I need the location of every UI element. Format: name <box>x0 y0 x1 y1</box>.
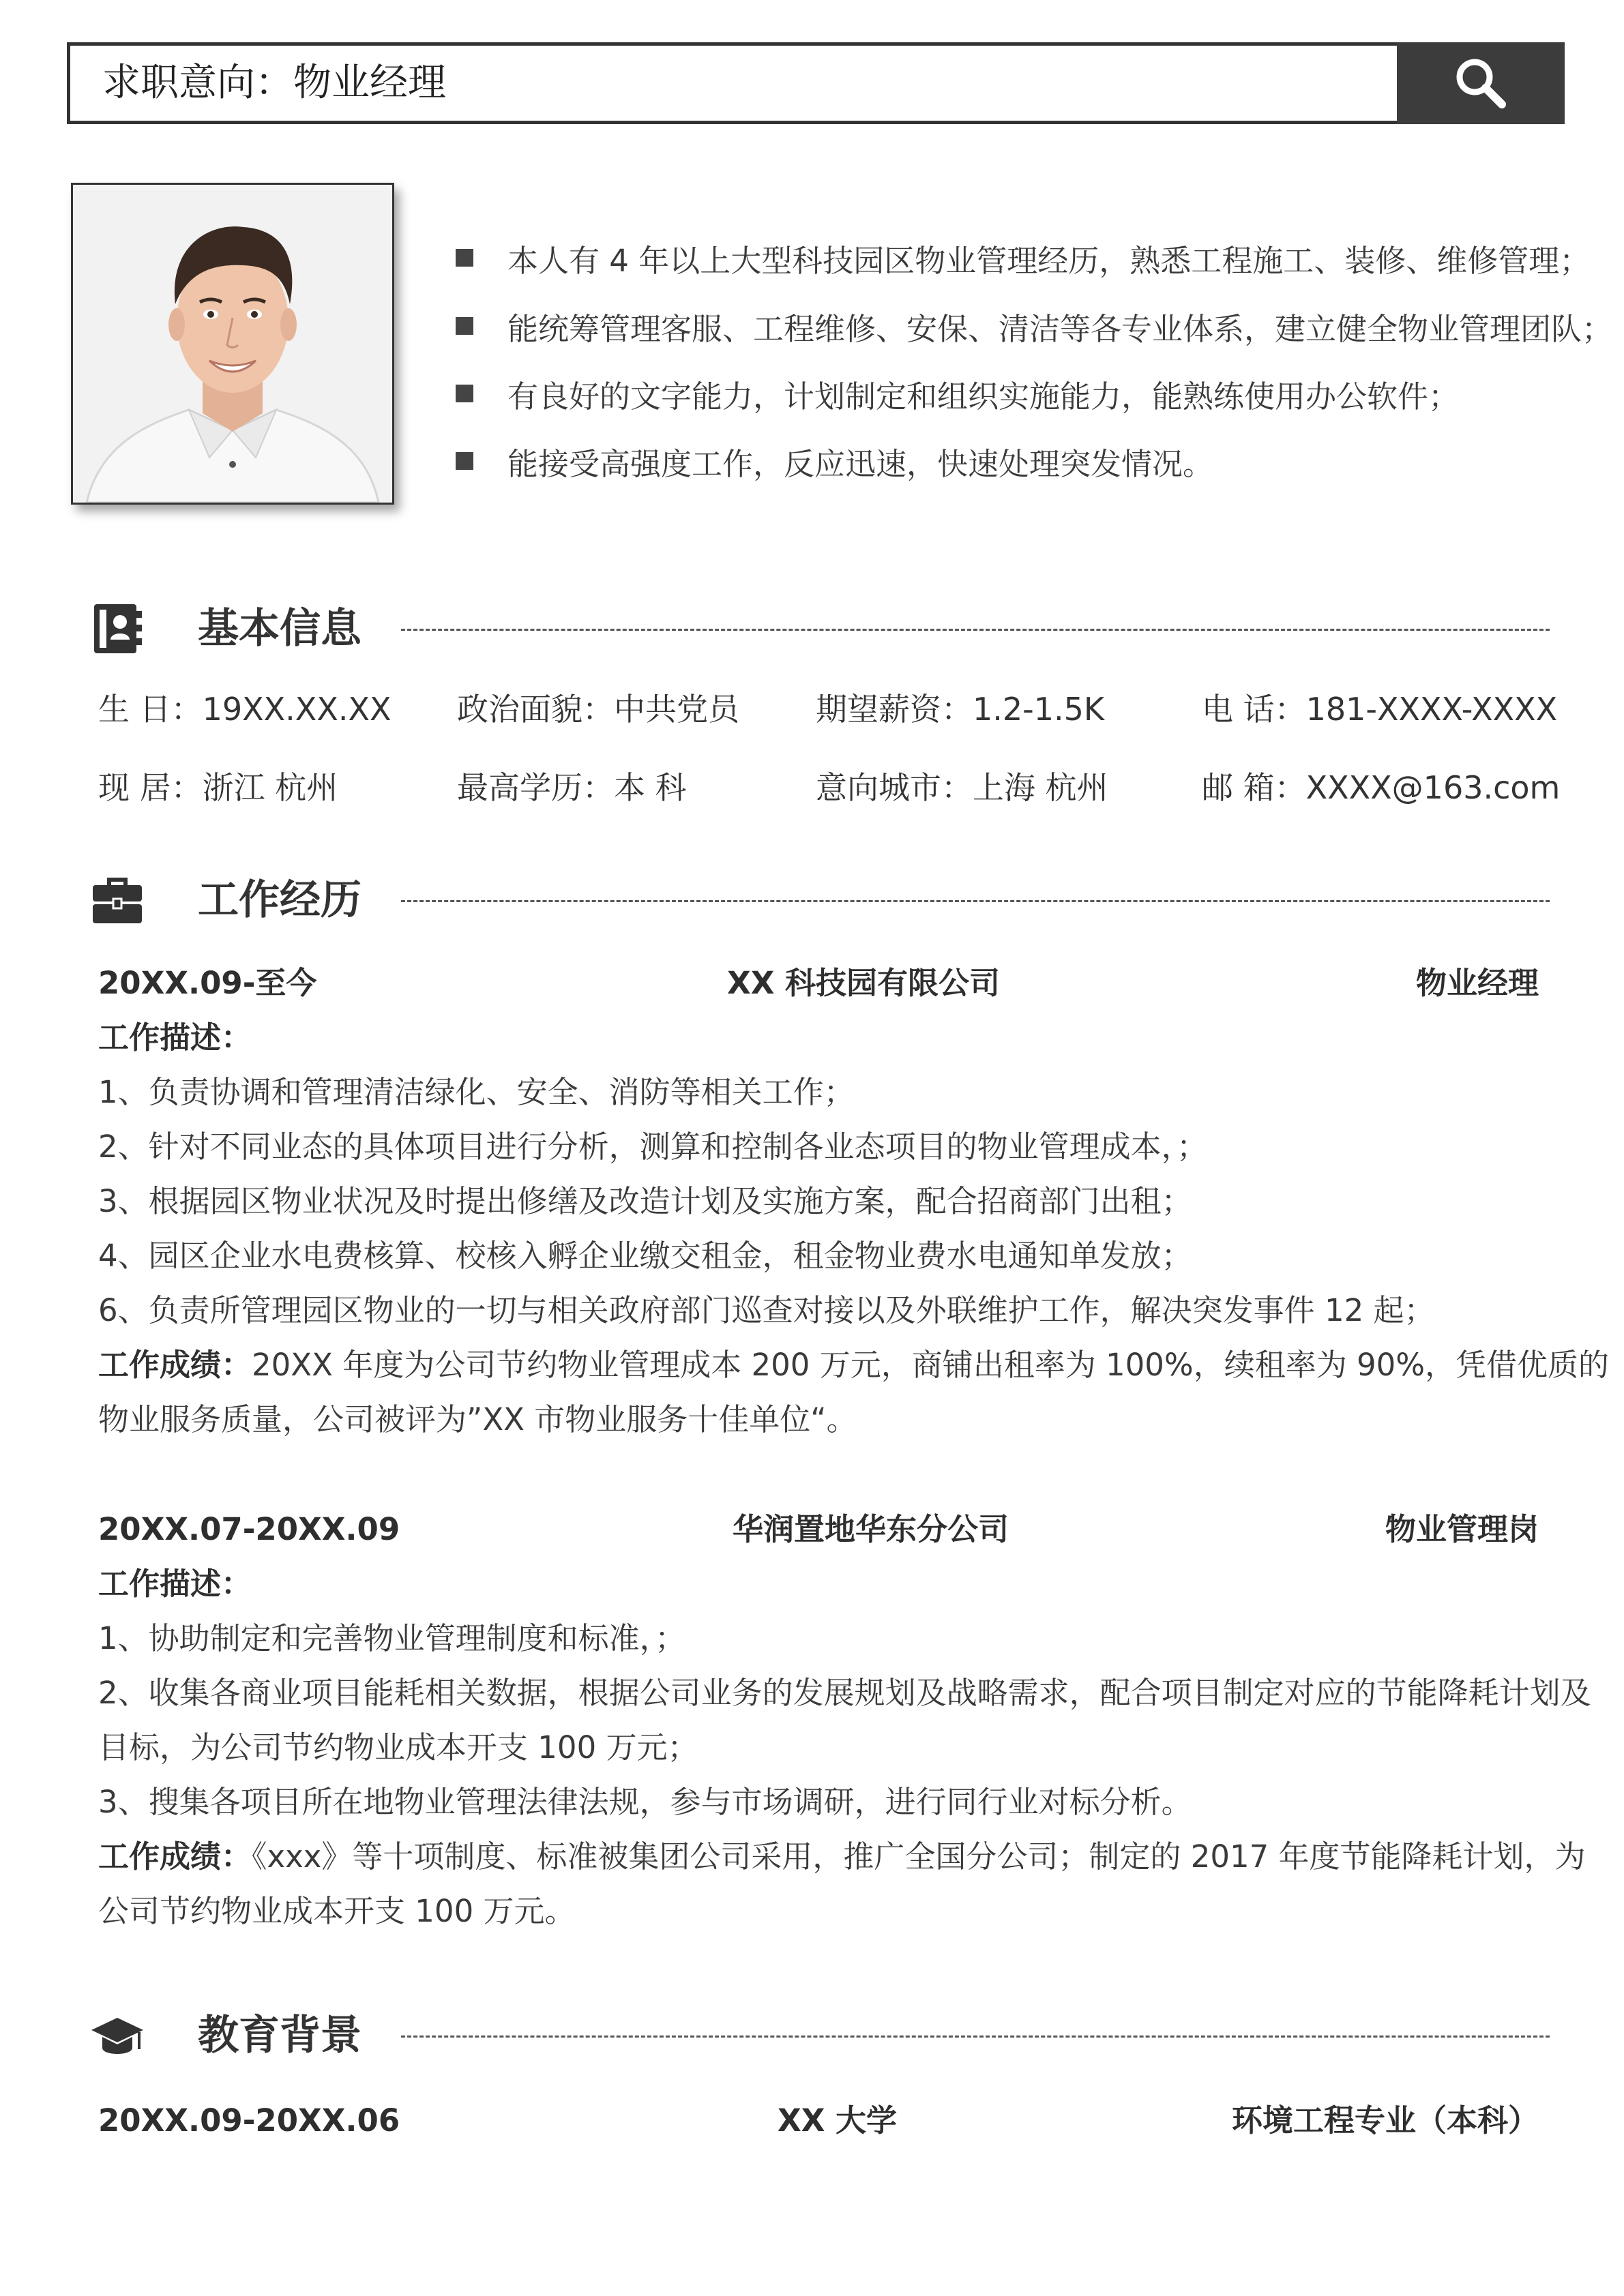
section-title-work: 工作经历 <box>198 876 361 924</box>
bullet-square-icon <box>456 249 473 267</box>
job-desc-line: 3、搜集各项目所在地物业管理法律法规，参与市场调研，进行同行业对标分析。 <box>98 1784 1192 1820</box>
job-desc-line: 4、园区企业水电费核算、校核入孵企业缴交租金，租金物业费水电通知单发放； <box>98 1238 1192 1274</box>
search-button[interactable] <box>1397 42 1565 124</box>
job-result: 工作成绩：20XX 年度为公司节约物业管理成本 200 万元，商铺出租率为 100%，续租率为 90%，凭借优质的 <box>98 1347 1610 1383</box>
graduation-cap-icon <box>90 2008 145 2063</box>
bullet-square-icon <box>456 385 473 402</box>
section-divider <box>401 629 1550 631</box>
job-desc-label: 工作描述： <box>98 1019 252 1056</box>
job-company: XX 科技园有限公司 <box>727 965 1001 1001</box>
info-education: 最高学历：本 科 <box>457 769 687 806</box>
summary-item <box>456 373 1459 414</box>
section-title-basic: 基本信息 <box>198 605 361 653</box>
job-desc-line: 2、针对不同业态的具体项目进行分析，测算和控制各业态项目的物业管理成本，； <box>98 1129 1208 1165</box>
info-city: 意向城市：上海 杭州 <box>816 769 1108 806</box>
contact-card-icon <box>90 601 145 656</box>
job-intent-text: 求职意向：物业经理 <box>102 61 446 105</box>
edu-school: XX 大学 <box>778 2102 898 2138</box>
job-desc-line: 目标，为公司节约物业成本开支 100 万元； <box>98 1729 698 1765</box>
job-result-cont: 公司节约物业成本开支 100 万元。 <box>98 1893 576 1929</box>
info-salary: 期望薪资：1.2-1.5K <box>816 691 1105 728</box>
info-residence: 现 居：浙江 杭州 <box>98 769 338 806</box>
portrait-image <box>73 185 392 503</box>
summary-text: 能统筹管理客服、工程维修、安保、清洁等各专业体系，建立健全物业管理团队； <box>507 310 1613 347</box>
info-politics: 政治面貌：中共党员 <box>457 691 739 728</box>
job-result-label: 工作成绩： <box>98 1838 252 1875</box>
summary-item <box>456 441 1213 481</box>
job-desc-line: 2、收集各商业项目能耗相关数据，根据公司业务的发展规划及战略需求，配合项目制定对应的节能降耗计划及 <box>98 1675 1591 1711</box>
job-desc-line: 6、负责所管理园区物业的一切与相关政府部门巡查对接以及外联维护工作，解决突发事件 12 起； <box>98 1292 1435 1328</box>
job-desc-label: 工作描述： <box>98 1566 252 1602</box>
job-period: 20XX.07-20XX.09 <box>98 1511 400 1547</box>
info-birthday: 生 日：19XX.XX.XX <box>98 691 392 728</box>
info-phone: 电 话：181-XXXX-XXXX <box>1202 691 1558 728</box>
summary-item <box>456 305 1612 346</box>
edu-major: 环境工程专业（本科） <box>1231 2102 1539 2138</box>
section-title-education: 教育背景 <box>198 2012 361 2059</box>
job-position: 物业管理岗 <box>1385 1511 1539 1547</box>
section-divider <box>401 2036 1550 2038</box>
search-icon <box>1450 53 1511 114</box>
summary-item <box>456 237 1590 278</box>
summary-text: 本人有 4 年以上大型科技园区物业管理经历，熟悉工程施工、装修、维修管理； <box>507 242 1591 279</box>
info-email: 邮 箱：XXXX@163.com <box>1202 769 1561 806</box>
profile-photo <box>71 183 394 505</box>
edu-period: 20XX.09-20XX.06 <box>98 2102 400 2138</box>
summary-text: 有良好的文字能力，计划制定和组织实施能力，能熟练使用办公软件； <box>507 378 1460 415</box>
job-desc-line: 3、根据园区物业状况及时提出修缮及改造计划及实施方案，配合招商部门出租； <box>98 1183 1192 1219</box>
job-result-label: 工作成绩： <box>98 1347 252 1383</box>
briefcase-icon <box>90 873 145 927</box>
section-divider <box>401 900 1550 902</box>
bullet-square-icon <box>456 452 473 470</box>
job-position: 物业经理 <box>1415 965 1539 1001</box>
job-company: 华润置地华东分公司 <box>733 1511 1009 1547</box>
summary-text: 能接受高强度工作，反应迅速，快速处理突发情况。 <box>507 445 1214 482</box>
job-period: 20XX.09-至今 <box>98 965 317 1001</box>
job-result: 工作成绩：《xxx》等十项制度、标准被集团公司采用，推广全国分公司；制定的 2017 年度节能降耗计划，为 <box>98 1838 1586 1875</box>
job-result-cont: 物业服务质量，公司被评为”XX 市物业服务十佳单位“。 <box>98 1401 857 1437</box>
bullet-square-icon <box>456 317 473 335</box>
job-desc-line: 1、负责协调和管理清洁绿化、安全、消防等相关工作； <box>98 1074 855 1110</box>
job-desc-line: 1、协助制定和完善物业管理制度和标准，； <box>98 1620 686 1656</box>
